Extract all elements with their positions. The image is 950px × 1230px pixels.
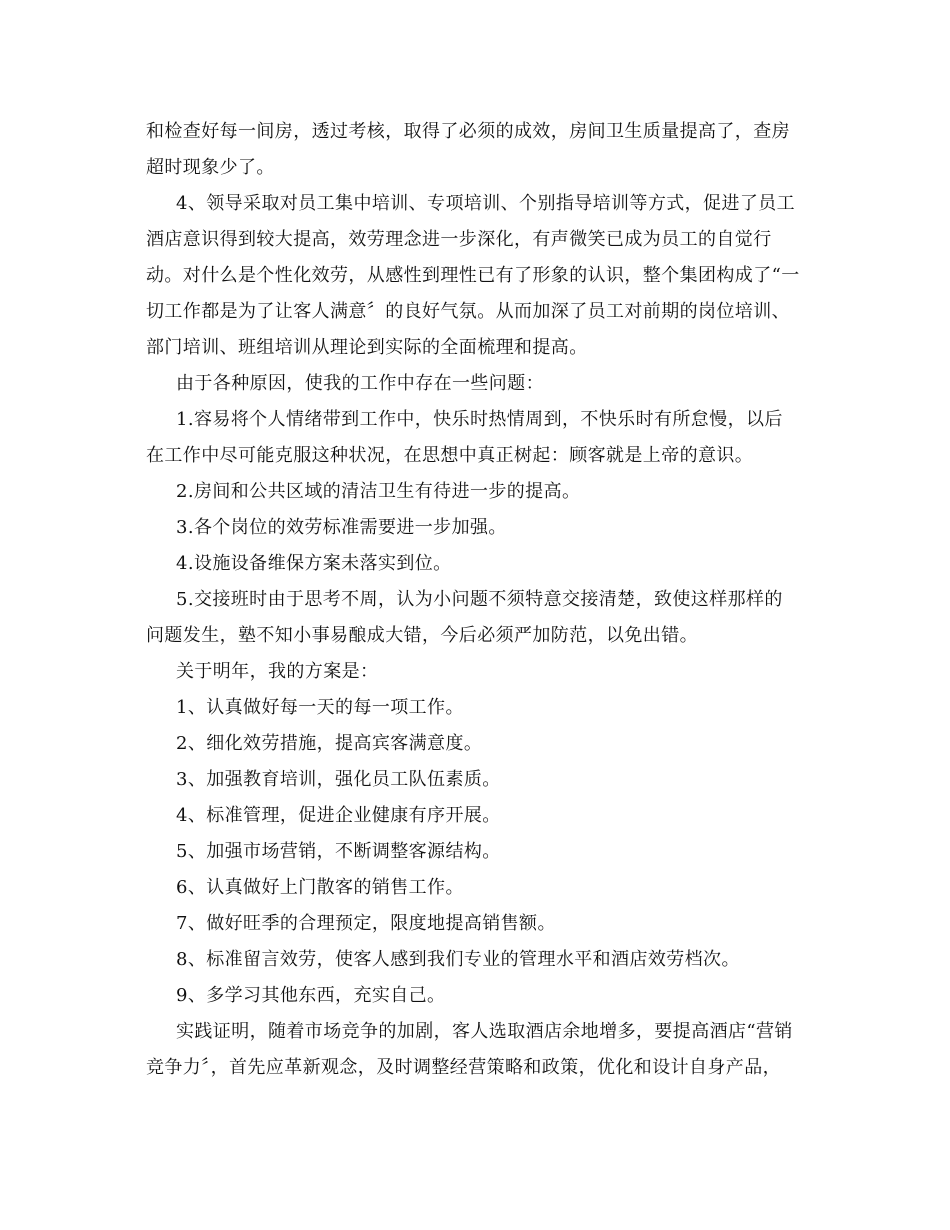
text-line: 切工作都是为了让客人满意〞的良好气氛。从而加深了员工对前期的岗位培训、 [146, 301, 790, 322]
paragraph [146, 546, 812, 582]
text-line: 酒店意识得到较大提高，效劳理念进一步深化，有声微笑已成为员工的自觉行 [146, 229, 772, 250]
paragraph [146, 366, 812, 402]
text-line: 在工作中尽可能克服这种状况，在思想中真正树起：顾客就是上帝的意识。 [146, 445, 754, 466]
paragraph [146, 510, 812, 546]
list-item [146, 870, 812, 906]
text-line: 问题发生，塾不知小事易酿成大错，今后必须严加防范，以免出错。 [146, 625, 698, 646]
text-line: 9、多学习其他东西，充实自己。 [176, 985, 446, 1006]
list-item [146, 690, 812, 726]
text-line: 关于明年，我的方案是： [176, 661, 379, 682]
text-line: 2、细化效劳措施，提高宾客满意度。 [176, 733, 483, 754]
paragraph [146, 186, 812, 366]
text-line: 和检查好每一间房，透过考核，取得了必须的成效，房间卫生质量提高了，查房 [146, 121, 790, 142]
text-line: 5.交接班时由于思考不周，认为小问题不须特意交接清楚，致使这样那样的 [176, 589, 783, 610]
list-item [146, 978, 812, 1014]
text-line: 2.房间和公共区域的清洁卫生有待进一步的提高。 [176, 481, 581, 502]
text-line: 1、认真做好每一天的每一项工作。 [176, 697, 464, 718]
text-line: 5、加强市场营销，不断调整客源结构。 [176, 841, 501, 862]
list-item [146, 726, 812, 762]
paragraph [146, 582, 812, 654]
text-line: 3、加强教育培训，强化员工队伍素质。 [176, 769, 501, 790]
text-line: 4、标准管理，促进企业健康有序开展。 [176, 805, 501, 826]
text-line: 1.容易将个人情绪带到工作中，快乐时热情周到，不快乐时有所怠慢，以后 [176, 409, 783, 430]
text-line: 实践证明，随着市场竞争的加剧，客人选取酒店余地增多，要提高酒店“营销 [176, 1021, 793, 1042]
paragraph [146, 402, 812, 474]
text-line: 4.设施设备维保方案未落实到位。 [176, 553, 452, 574]
paragraph [146, 114, 812, 186]
list-item [146, 906, 812, 942]
list-item [146, 798, 812, 834]
text-line: 动。对什么是个性化效劳，从感性到理性已有了形象的认识，整个集团构成了“一 [146, 265, 800, 286]
text-line: 6、认真做好上门散客的销售工作。 [176, 877, 464, 898]
text-line: 部门培训、班组培训从理论到实际的全面梳理和提高。 [146, 337, 588, 358]
text-line: 由于各种原因，使我的工作中存在一些问题： [176, 373, 544, 394]
text-line: 3.各个岗位的效劳标准需要进一步加强。 [176, 517, 507, 538]
text-line: 8、标准留言效劳，使客人感到我们专业的管理水平和酒店效劳档次。 [176, 949, 740, 970]
paragraph [146, 654, 812, 690]
list-item [146, 762, 812, 798]
text-line: 7、做好旺季的合理预定，限度地提高销售额。 [176, 913, 556, 934]
text-line: 超时现象少了。 [146, 157, 275, 178]
text-line: 4、领导采取对员工集中培训、专项培训、个别指导培训等方式，促进了员工 [176, 193, 796, 214]
document-body [146, 114, 812, 1086]
paragraph [146, 1014, 812, 1086]
list-item [146, 834, 812, 870]
paragraph [146, 474, 812, 510]
text-line: 竞争力〞，首先应革新观念，及时调整经营策略和政策，优化和设计自身产品， [146, 1057, 781, 1078]
list-item [146, 942, 812, 978]
